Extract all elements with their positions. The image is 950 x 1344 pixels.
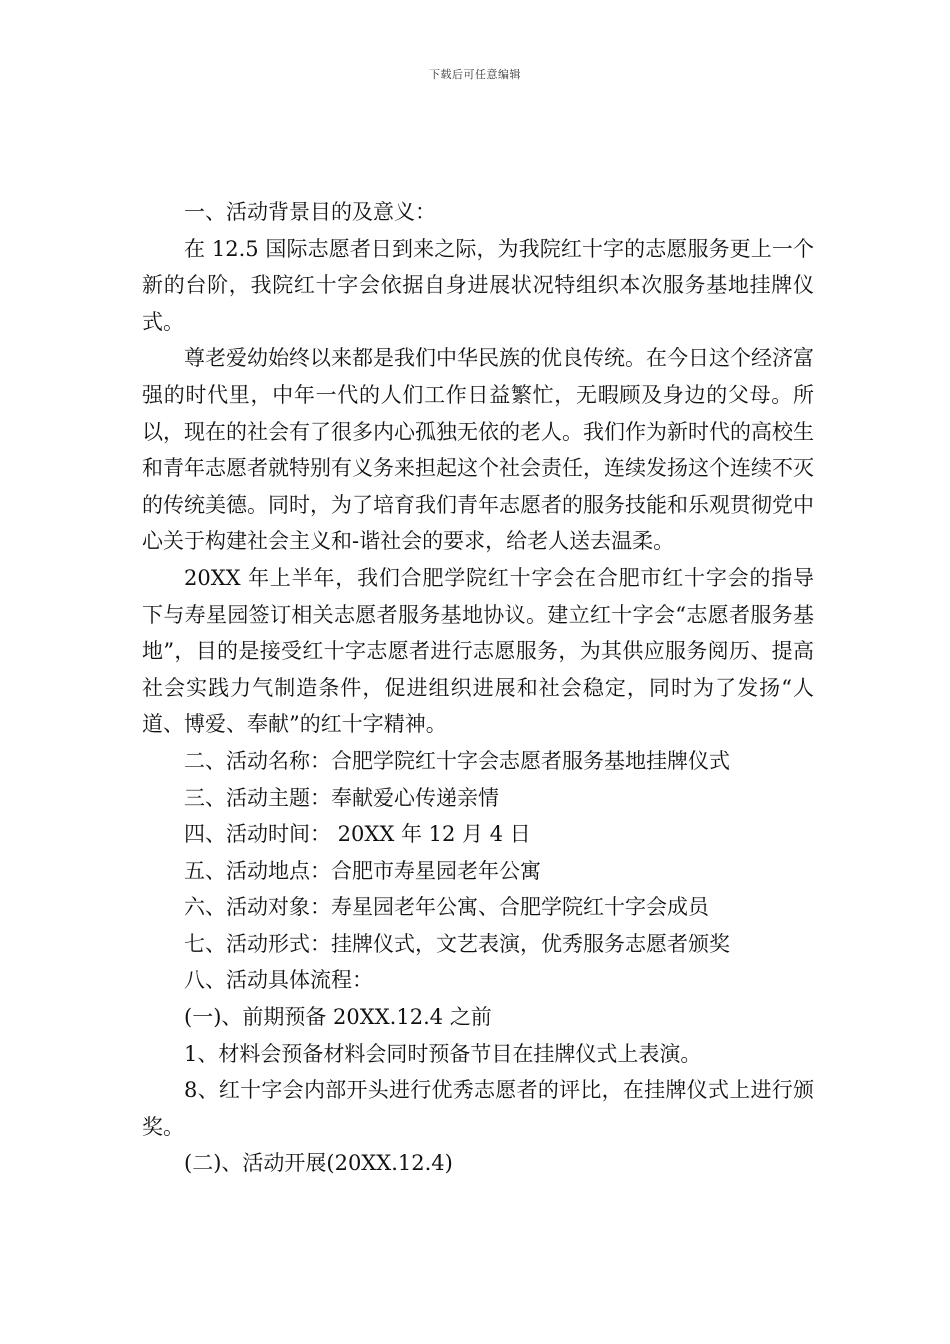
list-item-awards: 8、红十字会内部开头进行优秀志愿者的评比，在挂牌仪式上进行颁奖。: [142, 1078, 814, 1139]
paragraph-intro: 在 12.5 国际志愿者日到来之际，为我院红十字的志愿服务更上一个新的台阶，我院红十字会依据自身进展状况特组织本次服务基地挂牌仪式。: [142, 236, 814, 334]
activity-theme: 三、活动主题：奉献爱心传递亲情: [184, 785, 499, 810]
list-item-materials: 1、材料会预备材料会同时预备节目在挂牌仪式上表演。: [184, 1041, 702, 1066]
section-heading-background: 一、活动背景目的及意义：: [184, 200, 436, 224]
page-header: 下载后可任意编辑: [429, 68, 521, 81]
activity-time: 四、活动时间： 20XX 年 12 月 4 日: [184, 822, 531, 847]
activity-name: 二、活动名称：合肥学院红十字会志愿者服务基地挂牌仪式: [184, 748, 730, 773]
paragraph-base-agreement: 20XX 年上半年，我们合肥学院红十字会在合肥市红十字会的指导下与寿星园签订相关志愿者服务基地协议。建立红十字会“志愿者服务基地”，目的是接受红十字志愿者进行志愿服务，为其供应服务阅历、提高社会实践力气制造条件，促进组织进展和社会稳定，同时为了发扬“人道、博爱、奉献”的红十字精神。: [142, 565, 814, 737]
paragraph-tradition: 尊老爱幼始终以来都是我们中华民族的优良传统。在今日这个经济富强的时代里，中年一代的人们工作日益繁忙，无暇顾及身边的父母。所以，现在的社会有了很多内心孤独无依的老人。我们作为新时代的高校生和青年志愿者就特别有义务来担起这个社会责任，连续发扬这个连续不灭的传统美德。同时，为了培育我们青年志愿者的服务技能和乐观贯彻党中心关于构建社会主义和-谐社会的要求，给老人送去温柔。: [142, 346, 814, 554]
activity-location: 五、活动地点：合肥市寿星园老年公寓: [184, 858, 541, 883]
activity-participants: 六、活动对象：寿星园老年公寓、合肥学院红十字会成员: [184, 895, 709, 920]
subsection-preparation: (一)、前期预备 20XX.12.4 之前: [184, 1005, 492, 1030]
activity-format: 七、活动形式：挂牌仪式，文艺表演，优秀服务志愿者颁奖: [184, 931, 730, 956]
subsection-activity-launch: (二)、活动开展(20XX.12.4): [184, 1151, 453, 1176]
section-heading-process: 八、活动具体流程：: [184, 968, 373, 993]
document-body: [142, 194, 814, 1182]
